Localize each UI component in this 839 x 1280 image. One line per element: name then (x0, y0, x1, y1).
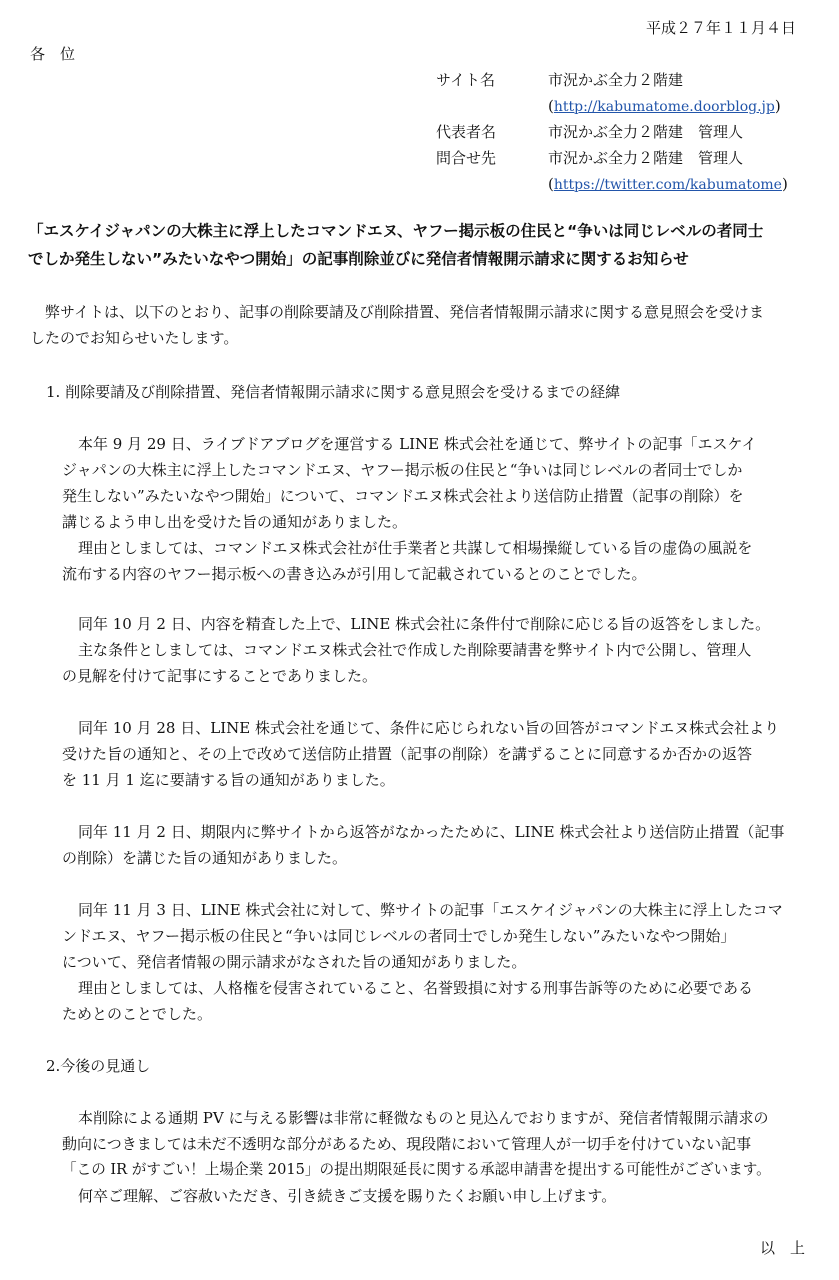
section-1-paragraph-line: 本年 9 月 29 日、ライブドアブログを運営する LINE 株式会社を通じて、弊サイトの記事「エスケイ (78, 435, 757, 453)
intro-line-2: したのでお知らせいたします。 (30, 329, 239, 347)
section-2-paragraph-line: 動向につきましては未だ不透明な部分があるため、現段階において管理人が一切手を付けていない記事 (62, 1135, 752, 1153)
addressee: 各 位 (30, 45, 76, 63)
section-1-paragraph-line: 流布する内容のヤフー掲示板への書き込みが引用して記載されているとのことでした。 (62, 565, 647, 583)
section-1-paragraph-line: の削除）を講じた旨の通知がありました。 (62, 849, 348, 867)
contact-name: 市況かぶ全力２階建 管理人 (548, 149, 744, 167)
section-1-paragraph-line: ンドエヌ、ヤフー掲示板の住民と“争いは同じレベルの者同士でしか発生しない”みたいなやつ開始」 (62, 927, 736, 945)
section-1-paragraph-line: ためとのことでした。 (62, 1005, 213, 1023)
section-1-paragraph-line: 講じるよう申し出を受けた旨の通知がありました。 (62, 513, 408, 531)
site-url-close: ) (774, 97, 781, 115)
section-1-paragraph-line: 同年 11 月 3 日、LINE 株式会社に対して、弊サイトの記事「エスケイジャパンの大株主に浮上したコマ (78, 901, 783, 919)
section-2-paragraph-line: 本削除による通期 PV に与える影響は非常に軽微なものと見込んでおりますが、発信者情報開示請求の (78, 1109, 769, 1127)
contact-url-close: ) (781, 175, 788, 193)
site-url-line (548, 96, 781, 117)
document-title-line-2: でしか発生しない”みたいなやつ開始」の記事削除並びに発信者情報開示請求に関するお知らせ (28, 250, 689, 268)
closing-mark: 以 上 (760, 1239, 806, 1257)
section-2-heading: 2.今後の見通し (46, 1057, 151, 1075)
contact-url-link[interactable]: https://twitter.com/kabumatome (553, 177, 782, 193)
representative-label: 代表者名 (436, 123, 497, 141)
site-name: 市況かぶ全力２階建 (548, 71, 684, 89)
section-2-paragraph-line: 「この IR がすごい！上場企業 2015」の提出期限延長に関する承認申請書を提出する可能性がございます。 (62, 1161, 771, 1178)
section-1-paragraph-line: 同年 10 月 28 日、LINE 株式会社を通じて、条件に応じられない旨の回答がコマンドエヌ株式会社より (78, 719, 780, 737)
section-1-paragraph-line: 発生しない”みたいなやつ開始」について、コマンドエヌ株式会社より送信防止措置（記事の削除）を (62, 487, 744, 505)
document-date: 平成２７年１１月４日 (646, 19, 797, 37)
section-1-paragraph-line: の見解を付けて記事にすることでありました。 (62, 667, 378, 685)
document-title-line-1: 「エスケイジャパンの大株主に浮上したコマンドエヌ、ヤフー掲示板の住民と“争いは同じレベルの者同士 (28, 222, 764, 240)
contact-url-open: ( (548, 175, 554, 193)
contact-label: 問合せ先 (436, 149, 497, 167)
site-url-link[interactable]: http://kabumatome.doorblog.jp (553, 99, 775, 115)
representative-name: 市況かぶ全力２階建 管理人 (548, 123, 744, 141)
section-1-paragraph-line: 受けた旨の通知と、その上で改めて送信防止措置（記事の削除）を講ずることに同意するか否かの返答 (62, 745, 753, 763)
site-url-open: ( (548, 97, 554, 115)
contact-url-line (548, 174, 788, 195)
section-1-paragraph-line: 理由としましては、人格権を侵害されていること、名誉毀損に対する刑事告訴等のために必要である (78, 979, 754, 997)
section-1-paragraph-line: 主な条件としましては、コマンドエヌ株式会社で作成した削除要請書を弊サイト内で公開し、管理人 (78, 641, 752, 659)
section-1-paragraph-line: について、発信者情報の開示請求がなされた旨の通知がありました。 (62, 953, 527, 971)
section-2-paragraph-line: 何卒ご理解、ご容赦いただき、引き続きご支援を賜りたくお願い申し上げます。 (78, 1187, 617, 1205)
section-1-paragraph-line: 理由としましては、コマンドエヌ株式会社が仕手業者と共謀して相場操縦している旨の虚偽の風説を (78, 539, 753, 557)
section-1-paragraph-line: を 11 月 1 迄に要請する旨の通知がありました。 (62, 771, 395, 789)
section-1-heading: 1. 削除要請及び削除措置、発信者情報開示請求に関する意見照会を受けるまでの経緯 (46, 383, 621, 401)
section-1-paragraph-line: ジャパンの大株主に浮上したコマンドエヌ、ヤフー掲示板の住民と“争いは同じレベルの者同士でしか (62, 461, 743, 479)
section-1-paragraph-line: 同年 11 月 2 日、期限内に弊サイトから返答がなかったために、LINE 株式会社より送信防止措置（記事 (78, 823, 785, 841)
site-label: サイト名 (436, 71, 495, 89)
section-1-paragraph-line: 同年 10 月 2 日、内容を精査した上で、LINE 株式会社に条件付で削除に応じる旨の返答をしました。 (78, 615, 771, 633)
intro-line-1: 弊サイトは、以下のとおり、記事の削除要請及び削除措置、発信者情報開示請求に関する意見照会を受けま (45, 303, 764, 321)
